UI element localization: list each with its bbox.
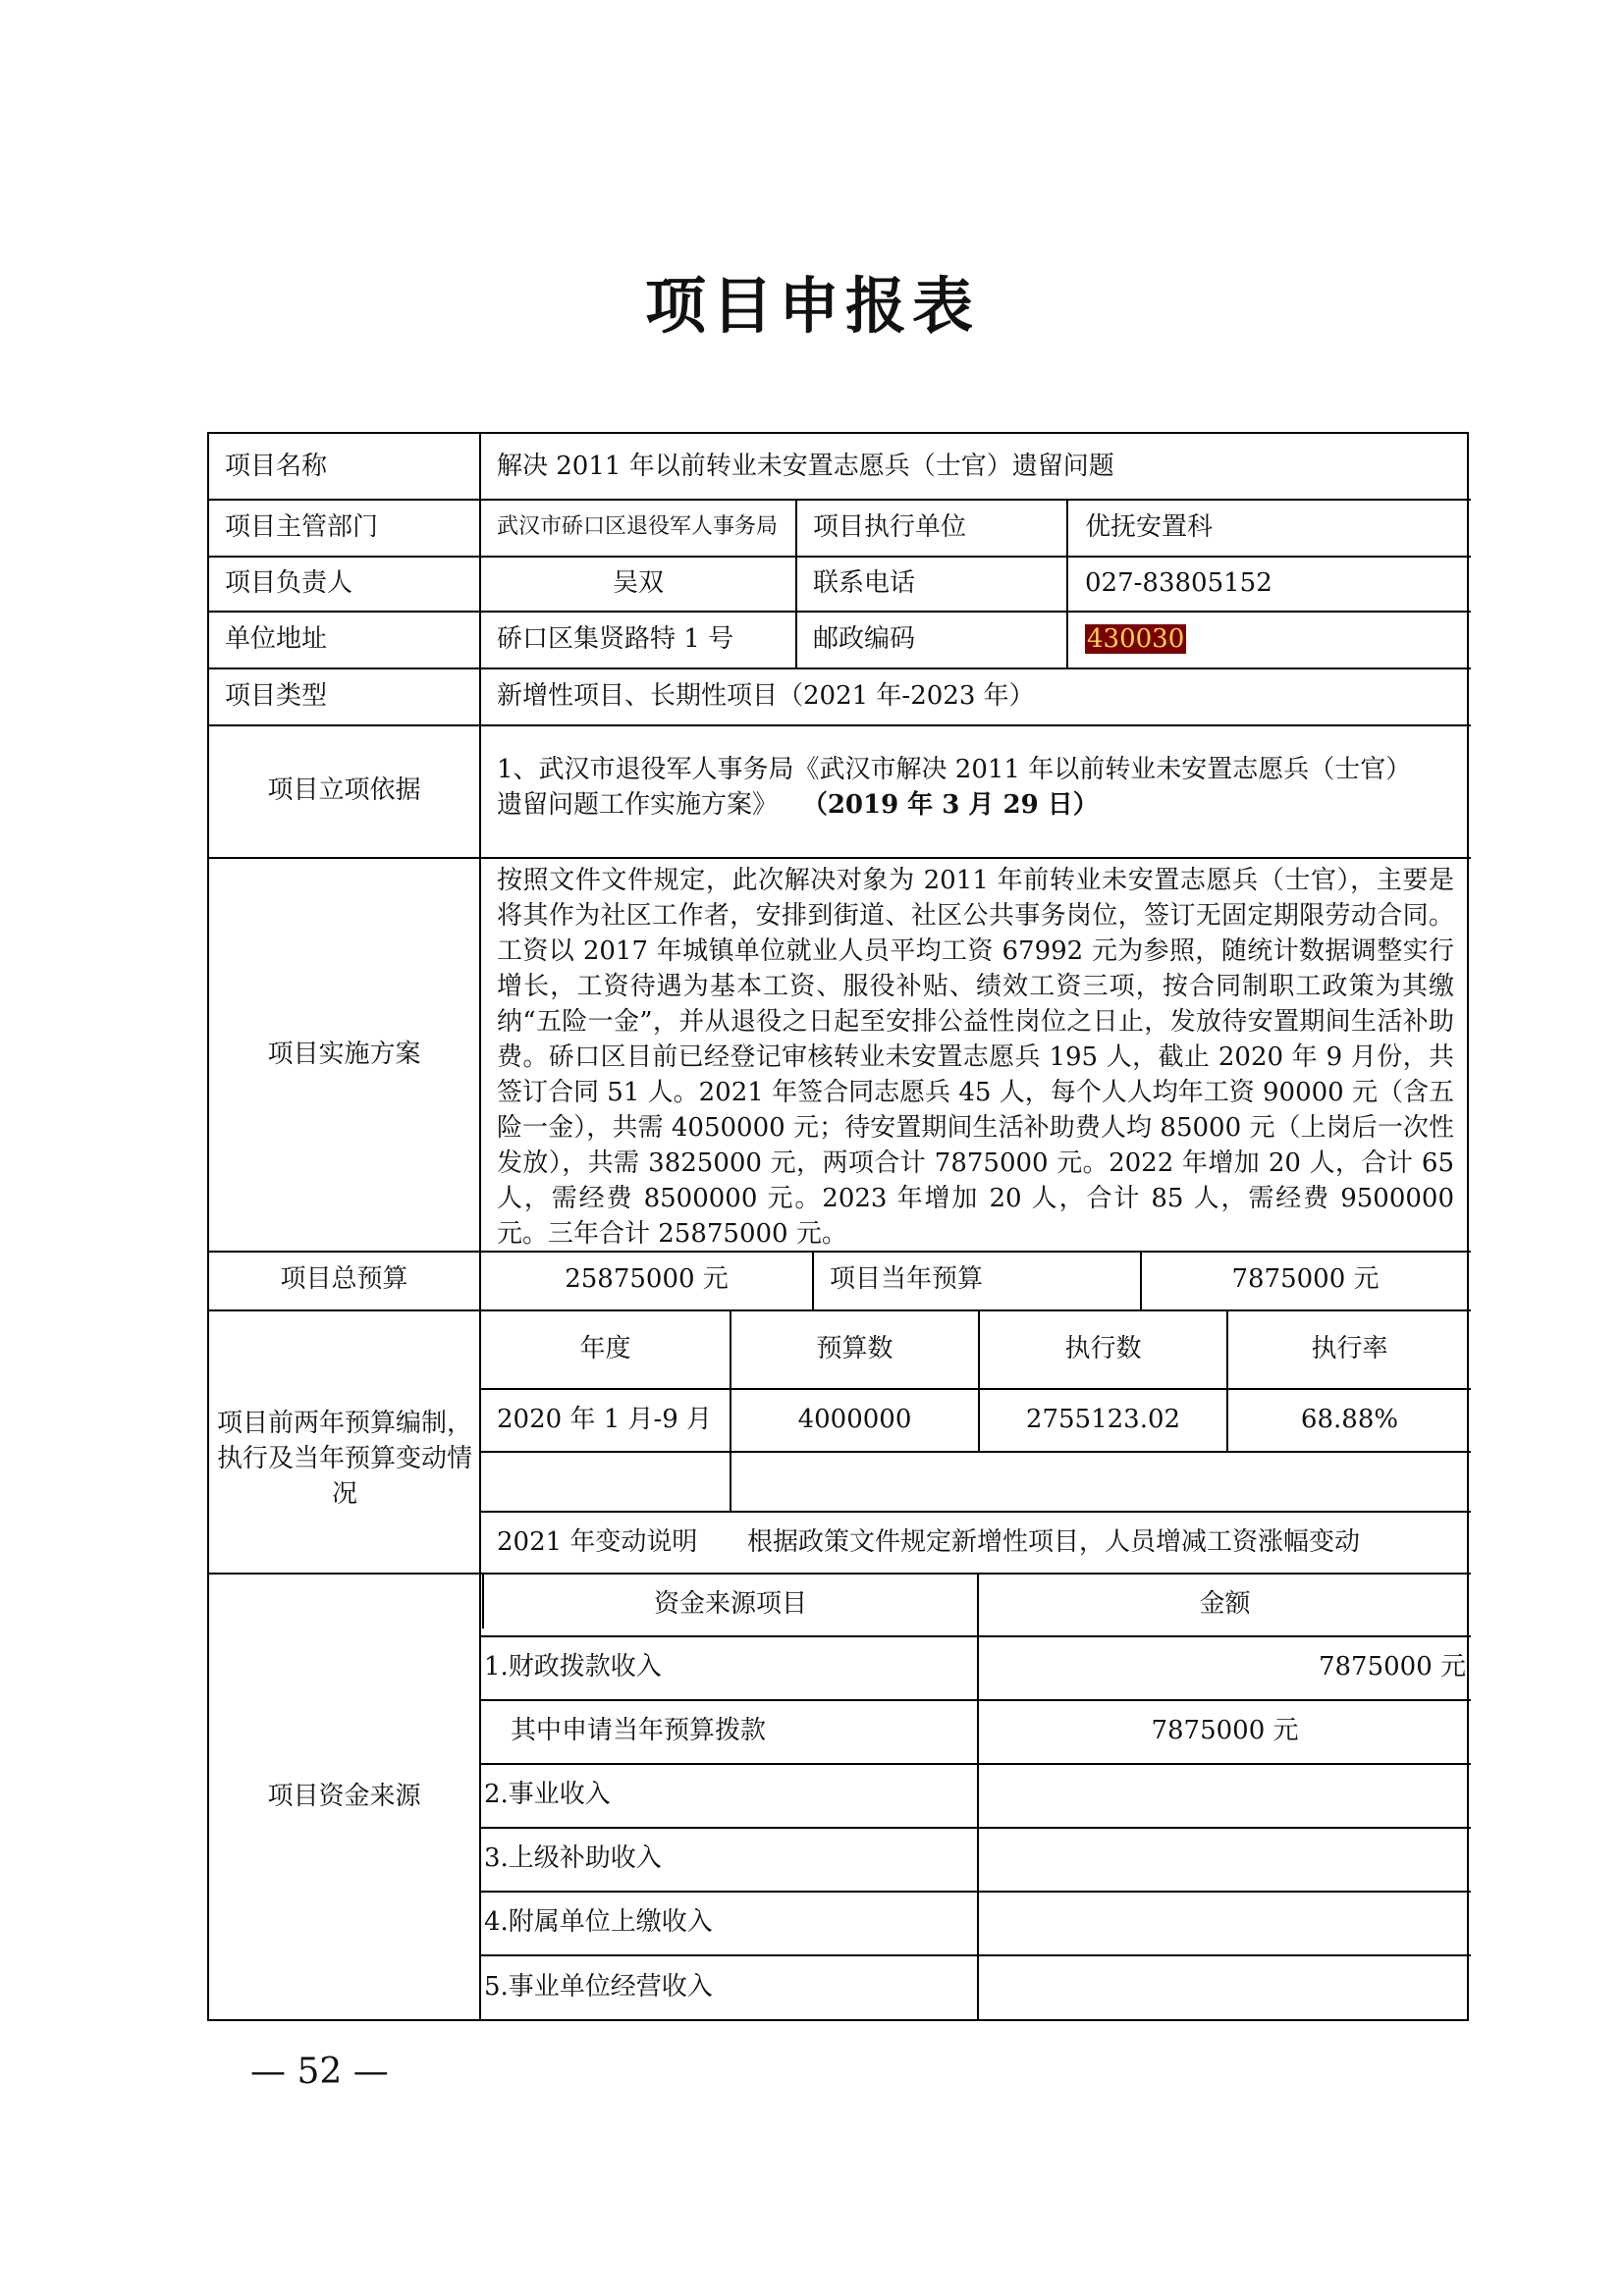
address-label: 单位地址 (225, 624, 328, 654)
history-header-budget: 预算数 (816, 1334, 893, 1363)
phone-value: 027-83805152 (1085, 568, 1272, 598)
history-row-rate: 68.88% (1300, 1405, 1399, 1434)
funding-amount-1a: 7875000 元 (1151, 1716, 1299, 1745)
funding-header-amount: 金额 (1199, 1589, 1251, 1619)
history-header-executed: 执行数 (1064, 1334, 1142, 1363)
year-budget-value: 7875000 元 (1231, 1264, 1380, 1294)
history-header-year: 年度 (579, 1334, 631, 1363)
total-budget-value: 25875000 元 (565, 1264, 729, 1294)
application-table (207, 432, 1469, 2021)
leader-value: 吴双 (612, 568, 664, 598)
history-row-executed: 2755123.02 (1025, 1405, 1181, 1434)
project-name-label: 项目名称 (225, 452, 328, 481)
funding-header-source: 资金来源项目 (653, 1589, 807, 1619)
dept-label: 项目主管部门 (225, 512, 379, 542)
dept-value: 武汉市硚口区退役军人事务局 (497, 514, 779, 539)
page-number: — 52 — (250, 2052, 389, 2092)
exec-unit-label: 项目执行单位 (813, 512, 967, 542)
page-title: 项目申报表 (644, 270, 979, 342)
funding-label: 项目资金来源 (267, 1782, 421, 1811)
type-label: 项目类型 (225, 681, 328, 711)
basis-line-1: 1、武汉市退役军人事务局《武汉市解决 2011 年以前转业未安置志愿兵（士官） (497, 755, 1412, 784)
funding-item-2: 2.事业收入 (484, 1780, 611, 1809)
address-value: 硚口区集贤路特 1 号 (497, 624, 734, 654)
history-label: 项目前两年预算编制，执行及当年预算变动情况 (217, 1409, 473, 1509)
funding-item-1: 1.财政拨款收入 (484, 1652, 662, 1682)
exec-unit-value: 优抚安置科 (1085, 512, 1214, 542)
plan-label: 项目实施方案 (267, 1040, 421, 1069)
funding-item-5: 5.事业单位经营收入 (484, 1972, 713, 2002)
history-header-rate: 执行率 (1311, 1334, 1388, 1363)
funding-item-3: 3.上级补助收入 (484, 1843, 662, 1873)
basis-doc-name: 遗留问题工作实施方案》 (497, 790, 779, 820)
year-budget-label: 项目当年预算 (830, 1264, 984, 1294)
leader-label: 项目负责人 (225, 568, 353, 598)
total-budget-label: 项目总预算 (280, 1264, 408, 1294)
funding-item-1a: 其中申请当年预算拨款 (511, 1716, 767, 1745)
project-name-value: 解决 2011 年以前转业未安置志愿兵（士官）遗留问题 (497, 452, 1114, 481)
funding-item-4: 4.附属单位上缴收入 (484, 1907, 713, 1937)
plan-text: 按照文件文件规定，此次解决对象为 2011 年前转业未安置志愿兵（士官），主要是将其作为社区工作者，安排到街道、社区公共事务岗位，签订无固定期限劳动合同。工资以 2017 年城镇单位就业人员平均工资 67992 元为参照，随统计数据调整实行增长，工资待遇为基本工资、服役补贴、绩效工资三项，按合同制职工政策为其缴纳“五险一金”，并从退役之日起至安排公益性岗位之日止，发放待安置期间生活补助费。硚口区目前已经登记审核转业未安置志愿兵 195 人，截止 2020 年 9 月份，共签订合同 51 人。2021 年签合同志愿兵 45 人，每个人人均年工资 90000 元（含五险一金），共需 4050000 元；待安置期间生活补助费人均 85000 元（上岗后一次性发放），共需 3825000 元，两项合计 7875000 元。2022 年增加 20 人，合计 65 人，需经费 8500000 元。2023 年增加 20 人，合计 85 人，需经费 9500000 元。三年合计 25875000 元。 (497, 866, 1454, 1249)
change-label: 2021 年变动说明 (497, 1527, 698, 1557)
basis-label: 项目立项依据 (267, 775, 421, 805)
history-row-year: 2020 年 1 月-9 月 (497, 1405, 713, 1434)
zip-value: 430030 (1087, 624, 1185, 654)
type-value: 新增性项目、长期性项目（2021 年-2023 年） (497, 681, 1035, 711)
basis-doc-date: （2019 年 3 月 29 日） (801, 790, 1099, 820)
funding-amount-1: 7875000 元 (1318, 1652, 1466, 1682)
phone-label: 联系电话 (813, 568, 916, 598)
change-value: 根据政策文件规定新增性项目，人员增减工资涨幅变动 (747, 1527, 1361, 1557)
zip-label: 邮政编码 (813, 624, 916, 654)
history-row-budget: 4000000 (797, 1405, 912, 1434)
